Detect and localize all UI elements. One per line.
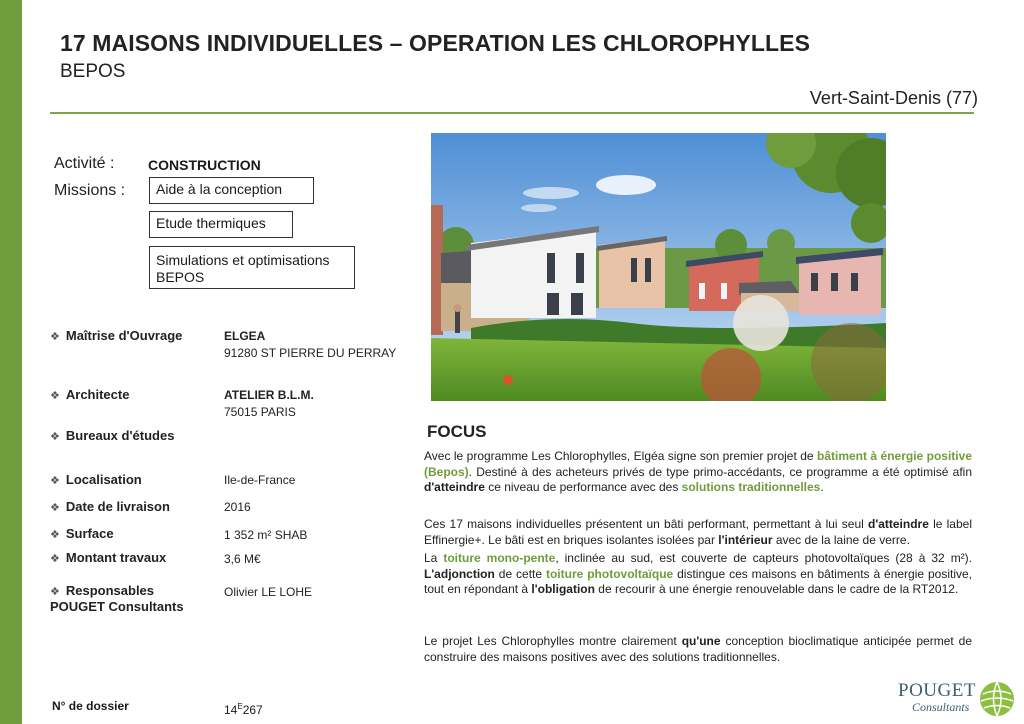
responsables-label — [50, 583, 154, 598]
mission-simulations-bepos — [149, 246, 355, 289]
mission-label-line2: BEPOS — [156, 269, 205, 285]
dossier-number-part: 267 — [242, 703, 263, 717]
architect-label — [50, 387, 129, 402]
dossier-number-part: 14 — [224, 703, 238, 717]
focus-paragraph-2 — [424, 517, 972, 548]
montant-label-text: Montant travaux — [65, 550, 167, 565]
header-divider — [50, 112, 974, 114]
surface-value: 1 352 m² SHAB — [224, 528, 308, 542]
mission-label: Simulations et optimisations — [156, 252, 330, 268]
text-run: Le projet Les Chlorophylles montre clairement — [424, 634, 682, 648]
mission-aide-conception — [149, 177, 314, 204]
text-run: ce niveau de performance avec des — [484, 480, 682, 494]
highlight-text: toiture mono-pente — [443, 551, 556, 565]
focus-paragraph-3 — [424, 551, 972, 598]
logo-name: POUGET — [898, 680, 976, 701]
mission-label: Etude thermiques — [156, 215, 266, 231]
bold-text: d'atteindre — [868, 517, 929, 531]
text-run: Ces 17 maisons individuelles présentent un bâti performant, permettant à lui seul — [424, 517, 869, 531]
localisation-label — [50, 472, 142, 487]
date-value: 2016 — [224, 500, 251, 514]
localisation-label-text: Localisation — [65, 472, 142, 487]
bold-text: d'atteindre — [424, 480, 485, 494]
text-run: le label Effinergie+. Le bâti est en briques isolantes isolées par — [424, 517, 972, 547]
text-run: de recourir à une énergie renouvelable dans le cadre de la RT2012. — [594, 582, 959, 596]
highlight-text: toiture photovoltaïque — [545, 566, 674, 581]
bureaux-label-text: Bureaux d'études — [65, 428, 175, 443]
responsables-value: Olivier LE LOHE — [224, 585, 313, 599]
text-run: avec de la laine de verre. — [772, 532, 910, 547]
houses-illustration — [431, 133, 886, 401]
activity-label: Activité : — [54, 155, 115, 172]
bold-text: L'adjonction — [424, 566, 495, 581]
montant-value: 3,6 M€ — [224, 552, 261, 566]
focus-paragraph-1 — [424, 449, 972, 496]
dossier-label: N° de dossier — [52, 699, 129, 713]
activity-value: CONSTRUCTION — [148, 157, 261, 173]
responsables-label-text: Responsables — [65, 583, 155, 598]
diamond-bullet-icon: ❖ — [50, 431, 60, 443]
moa-label-text: Maîtrise d'Ouvrage — [65, 328, 183, 343]
diamond-bullet-icon: ❖ — [50, 331, 60, 343]
diamond-bullet-icon: ❖ — [50, 553, 60, 565]
focus-paragraph-4 — [424, 634, 972, 665]
bureaux-label — [50, 428, 174, 443]
page-subtitle: BEPOS — [60, 61, 126, 82]
dossier-value — [224, 702, 263, 717]
diamond-bullet-icon: ❖ — [50, 502, 60, 514]
logo-subtitle: Consultants — [912, 700, 970, 714]
text-run: La — [424, 551, 444, 565]
surface-label — [50, 526, 114, 541]
project-location: Vert-Saint-Denis (77) — [809, 88, 978, 108]
architect-name: ATELIER B.L.M. — [224, 388, 314, 402]
diamond-bullet-icon: ❖ — [50, 529, 60, 541]
text-run: Avec le programme Les Chlorophylles, Elgéa signe son premier projet de — [424, 449, 817, 463]
localisation-value: Ile-de-France — [224, 473, 296, 487]
architect-label-text: Architecte — [65, 387, 130, 402]
text-run: , inclinée au sud, est couverte de capteurs photovoltaïques (28 à 32 m²). — [555, 551, 973, 565]
pouget-consultants-logo — [890, 678, 1020, 722]
surface-label-text: Surface — [65, 526, 114, 541]
diamond-bullet-icon: ❖ — [50, 475, 60, 487]
page-title: 17 MAISONS INDIVIDUELLES – OPERATION LES CHLOROPHYLLES — [60, 30, 811, 56]
responsables-company: POUGET Consultants — [50, 599, 184, 614]
diamond-bullet-icon: ❖ — [50, 390, 60, 402]
date-label-text: Date de livraison — [65, 499, 170, 514]
text-run: conception bioclimatique anticipée permet de construire des maisons positives avec des solutions traditionnelles. — [424, 634, 972, 664]
missions-label: Missions : — [54, 182, 126, 199]
date-label — [50, 499, 170, 514]
bold-text: qu'une — [681, 634, 721, 648]
moa-label — [50, 328, 182, 343]
montant-label — [50, 550, 166, 565]
dossier-superscript: E — [237, 702, 243, 711]
globe-icon — [978, 680, 1016, 718]
moa-address: 91280 ST PIERRE DU PERRAY — [224, 346, 397, 360]
highlight-text: solutions traditionnelles — [681, 480, 821, 494]
mission-label: Aide à la conception — [156, 181, 283, 197]
highlight-text: bâtiment à énergie positive (Bepos) — [424, 449, 972, 479]
text-run: de cette — [494, 566, 546, 581]
moa-name: ELGEA — [224, 329, 266, 343]
bold-text: l'intérieur — [718, 532, 773, 547]
text-run: distingue ces maisons en bâtiments à énergie positive, tout en répondant à — [424, 566, 972, 596]
bold-text: l'obligation — [531, 582, 595, 596]
diamond-bullet-icon: ❖ — [50, 586, 60, 598]
mission-etude-thermiques — [149, 211, 293, 238]
text-run: . Destiné à des acheteurs privés de type primo-accédants, ce programme a été optimisé afin — [468, 464, 972, 479]
text-run: . — [820, 480, 824, 494]
project-rendering-image — [431, 133, 886, 401]
architect-address: 75015 PARIS — [224, 405, 296, 419]
left-accent-bar — [0, 0, 22, 724]
focus-title: FOCUS — [427, 422, 487, 441]
